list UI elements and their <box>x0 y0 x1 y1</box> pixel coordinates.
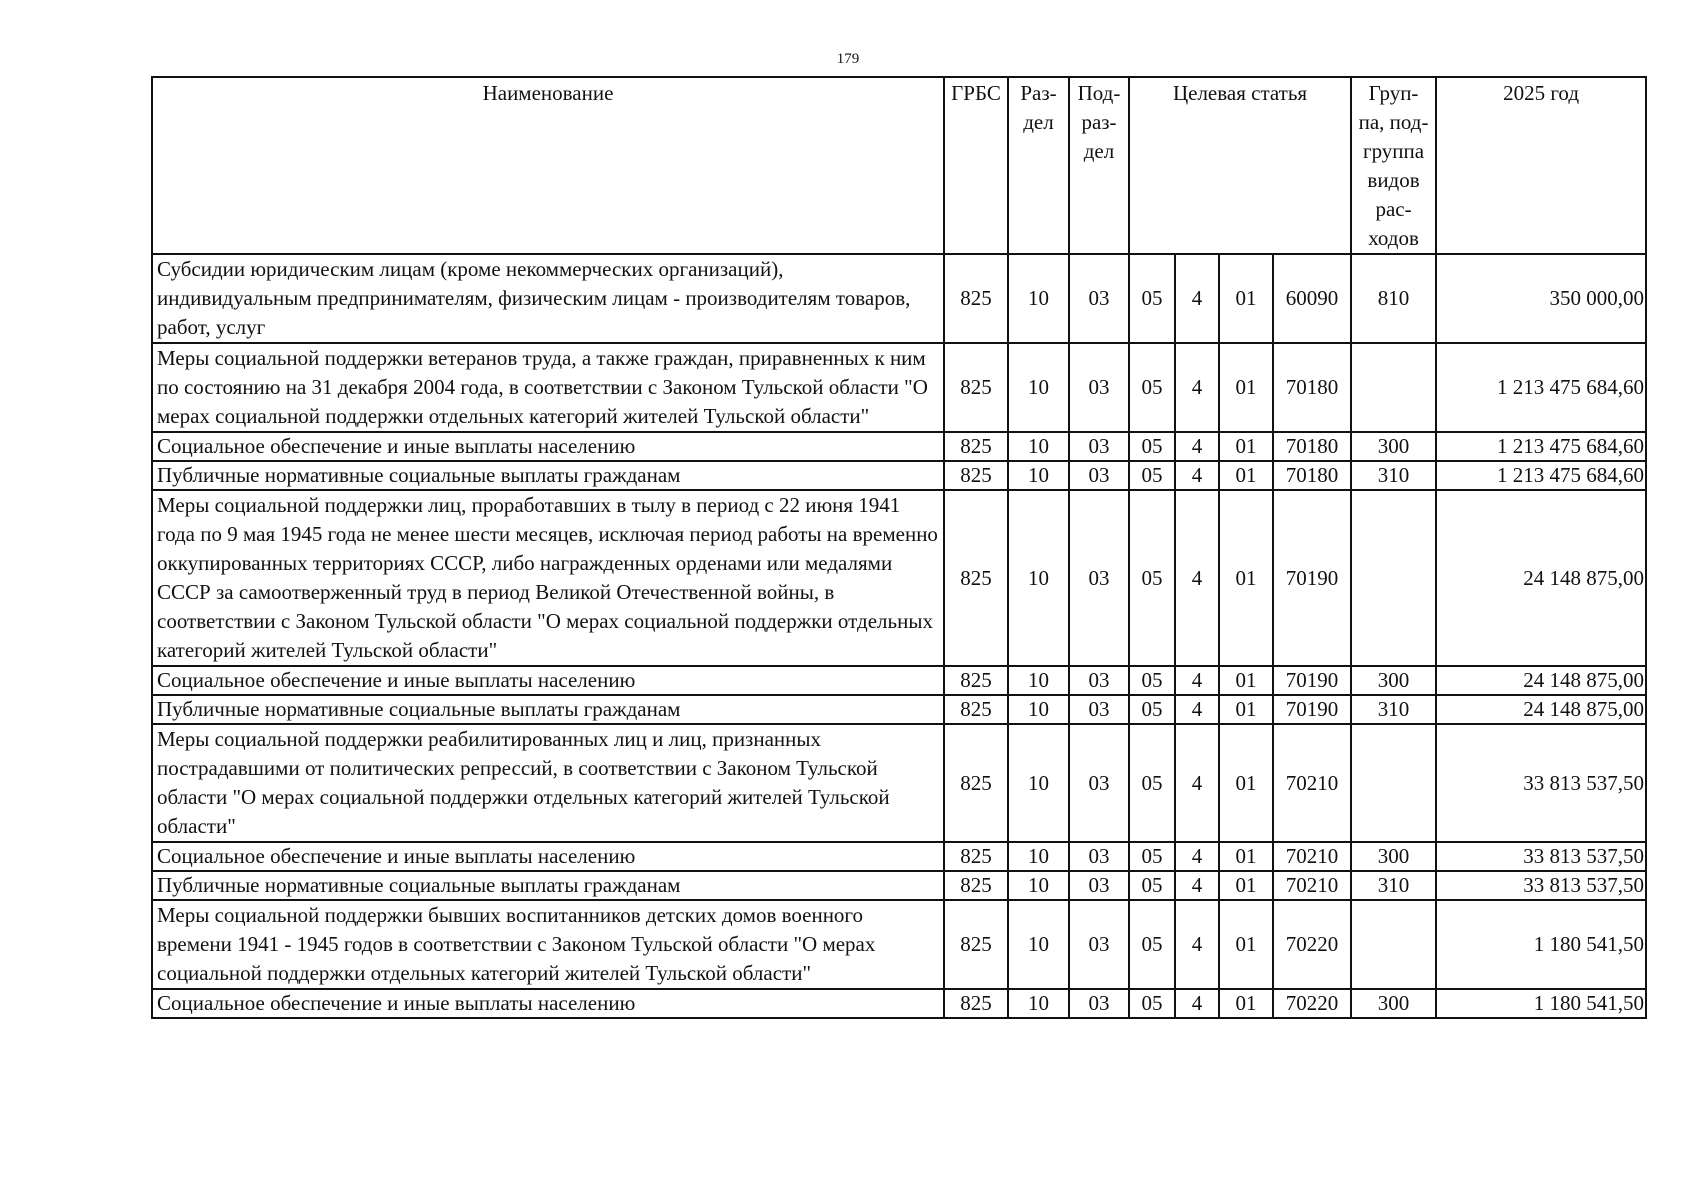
table-row <box>152 666 1646 695</box>
header-podrazdel-line: Под- <box>1077 81 1121 105</box>
row-razdel: 10 <box>1008 254 1069 343</box>
row-expense-group: 300 <box>1351 666 1436 695</box>
row-grbs: 825 <box>944 989 1008 1018</box>
row-target-subprogram: 01 <box>1219 871 1273 900</box>
budget-table <box>151 76 1647 1019</box>
row-name: Меры социальной поддержки ветеранов труда, а также граждан, приравненных к ним по состоянию на 31 декабря 2004 года, в соответствии с Законом Тульской области "О мерах социальной поддержки отдельных категорий жителей Тульской области" <box>152 343 944 432</box>
row-name: Меры социальной поддержки лиц, проработавших в тылу в период с 22 июня 1941 года по 9 мая 1945 года не менее шести месяцев, исключая период работы на временно оккупированных территориях СССР, либо награжденных орденами или медалями СССР за самоотверженный труд в период Великой Отечественной войны, в соответствии с Законом Тульской области "О мерах социальной поддержки отдельных категорий жителей Тульской области" <box>152 490 944 666</box>
row-name: Публичные нормативные социальные выплаты гражданам <box>152 695 944 724</box>
row-razdel: 10 <box>1008 490 1069 666</box>
row-target-direction: 70220 <box>1273 900 1351 989</box>
row-amount: 33 813 537,50 <box>1436 842 1646 871</box>
row-amount: 350 000,00 <box>1436 254 1646 343</box>
row-expense-group: 310 <box>1351 695 1436 724</box>
row-target-type: 4 <box>1175 461 1219 490</box>
row-podrazdel: 03 <box>1069 989 1129 1018</box>
row-target-type: 4 <box>1175 254 1219 343</box>
row-target-direction: 70210 <box>1273 871 1351 900</box>
header-group <box>1351 77 1436 254</box>
header-razdel-line: Раз- <box>1020 81 1057 105</box>
table-row <box>152 254 1646 343</box>
row-name: Меры социальной поддержки бывших воспитанников детских домов военного времени 1941 - 1945 годов в соответствии с Законом Тульской области "О мерах социальной поддержки отдельных категорий жителей Тульской области" <box>152 900 944 989</box>
header-grbs: ГРБС <box>944 77 1008 254</box>
row-target-program: 05 <box>1129 695 1175 724</box>
row-target-program: 05 <box>1129 724 1175 842</box>
row-target-type: 4 <box>1175 842 1219 871</box>
row-amount: 1 213 475 684,60 <box>1436 343 1646 432</box>
row-podrazdel: 03 <box>1069 900 1129 989</box>
row-name: Публичные нормативные социальные выплаты гражданам <box>152 871 944 900</box>
row-expense-group: 310 <box>1351 461 1436 490</box>
header-group-line: видов <box>1367 168 1420 192</box>
row-grbs: 825 <box>944 695 1008 724</box>
row-amount: 1 180 541,50 <box>1436 989 1646 1018</box>
row-amount: 33 813 537,50 <box>1436 871 1646 900</box>
row-razdel: 10 <box>1008 871 1069 900</box>
row-target-direction: 70190 <box>1273 490 1351 666</box>
page-number: 179 <box>836 51 860 67</box>
row-razdel: 10 <box>1008 724 1069 842</box>
row-target-program: 05 <box>1129 989 1175 1018</box>
row-name: Социальное обеспечение и иные выплаты населению <box>152 842 944 871</box>
row-target-subprogram: 01 <box>1219 666 1273 695</box>
row-target-type: 4 <box>1175 432 1219 461</box>
row-target-subprogram: 01 <box>1219 989 1273 1018</box>
row-podrazdel: 03 <box>1069 871 1129 900</box>
row-name: Меры социальной поддержки реабилитированных лиц и лиц, признанных пострадавшими от политических репрессий, в соответствии с Законом Тульской области "О мерах социальной поддержки отдельных категорий жителей Тульской области" <box>152 724 944 842</box>
table-row <box>152 695 1646 724</box>
row-name: Публичные нормативные социальные выплаты гражданам <box>152 461 944 490</box>
row-expense-group: 300 <box>1351 989 1436 1018</box>
row-name: Социальное обеспечение и иные выплаты населению <box>152 989 944 1018</box>
row-name: Социальное обеспечение и иные выплаты населению <box>152 666 944 695</box>
row-grbs: 825 <box>944 871 1008 900</box>
row-target-type: 4 <box>1175 900 1219 989</box>
row-target-type: 4 <box>1175 695 1219 724</box>
row-target-type: 4 <box>1175 989 1219 1018</box>
row-target-direction: 70210 <box>1273 842 1351 871</box>
row-target-program: 05 <box>1129 871 1175 900</box>
row-razdel: 10 <box>1008 666 1069 695</box>
row-target-subprogram: 01 <box>1219 254 1273 343</box>
row-target-direction: 70190 <box>1273 695 1351 724</box>
row-grbs: 825 <box>944 842 1008 871</box>
table-row <box>152 871 1646 900</box>
row-target-subprogram: 01 <box>1219 695 1273 724</box>
row-grbs: 825 <box>944 432 1008 461</box>
row-razdel: 10 <box>1008 695 1069 724</box>
header-podrazdel <box>1069 77 1129 254</box>
row-amount: 24 148 875,00 <box>1436 666 1646 695</box>
row-target-type: 4 <box>1175 343 1219 432</box>
row-target-type: 4 <box>1175 724 1219 842</box>
row-amount: 24 148 875,00 <box>1436 490 1646 666</box>
row-name: Субсидии юридическим лицам (кроме некоммерческих организаций), индивидуальным предпринимателям, физическим лицам - производителям товаров, работ, услуг <box>152 254 944 343</box>
row-expense-group <box>1351 343 1436 432</box>
header-group-line: ходов <box>1368 226 1419 250</box>
row-podrazdel: 03 <box>1069 666 1129 695</box>
row-podrazdel: 03 <box>1069 343 1129 432</box>
row-podrazdel: 03 <box>1069 490 1129 666</box>
row-target-direction: 70180 <box>1273 461 1351 490</box>
row-expense-group: 300 <box>1351 842 1436 871</box>
row-target-subprogram: 01 <box>1219 432 1273 461</box>
row-grbs: 825 <box>944 461 1008 490</box>
row-target-program: 05 <box>1129 842 1175 871</box>
header-podrazdel-line: раз- <box>1081 110 1117 134</box>
row-razdel: 10 <box>1008 343 1069 432</box>
header-razdel <box>1008 77 1069 254</box>
row-amount: 1 180 541,50 <box>1436 900 1646 989</box>
table-row <box>152 842 1646 871</box>
row-razdel: 10 <box>1008 989 1069 1018</box>
row-target-subprogram: 01 <box>1219 724 1273 842</box>
row-target-program: 05 <box>1129 900 1175 989</box>
row-target-subprogram: 01 <box>1219 461 1273 490</box>
row-target-type: 4 <box>1175 666 1219 695</box>
header-name: Наименование <box>152 77 944 254</box>
row-target-direction: 70220 <box>1273 989 1351 1018</box>
table-row <box>152 432 1646 461</box>
row-podrazdel: 03 <box>1069 432 1129 461</box>
table-body <box>152 254 1646 1018</box>
row-target-subprogram: 01 <box>1219 842 1273 871</box>
row-podrazdel: 03 <box>1069 254 1129 343</box>
table-row <box>152 900 1646 989</box>
header-razdel-line: дел <box>1023 110 1054 134</box>
row-target-direction: 70180 <box>1273 432 1351 461</box>
row-razdel: 10 <box>1008 461 1069 490</box>
row-target-program: 05 <box>1129 490 1175 666</box>
row-expense-group <box>1351 900 1436 989</box>
row-expense-group: 810 <box>1351 254 1436 343</box>
table-row <box>152 490 1646 666</box>
table-row <box>152 989 1646 1018</box>
row-grbs: 825 <box>944 343 1008 432</box>
row-target-subprogram: 01 <box>1219 900 1273 989</box>
row-name: Социальное обеспечение и иные выплаты населению <box>152 432 944 461</box>
row-target-type: 4 <box>1175 490 1219 666</box>
row-target-direction: 70180 <box>1273 343 1351 432</box>
header-group-line: Груп- <box>1368 81 1419 105</box>
row-amount: 1 213 475 684,60 <box>1436 461 1646 490</box>
table-header-row <box>152 77 1646 254</box>
row-target-direction: 70210 <box>1273 724 1351 842</box>
row-grbs: 825 <box>944 724 1008 842</box>
header-podrazdel-line: дел <box>1083 139 1115 163</box>
row-target-program: 05 <box>1129 254 1175 343</box>
header-group-line: рас- <box>1375 197 1412 221</box>
row-target-program: 05 <box>1129 432 1175 461</box>
row-podrazdel: 03 <box>1069 842 1129 871</box>
row-expense-group: 310 <box>1351 871 1436 900</box>
row-expense-group <box>1351 490 1436 666</box>
row-razdel: 10 <box>1008 842 1069 871</box>
header-target: Целевая статья <box>1129 77 1351 254</box>
row-razdel: 10 <box>1008 900 1069 989</box>
row-target-program: 05 <box>1129 343 1175 432</box>
header-group-line: группа <box>1362 139 1425 163</box>
row-expense-group <box>1351 724 1436 842</box>
row-target-program: 05 <box>1129 666 1175 695</box>
row-grbs: 825 <box>944 666 1008 695</box>
table-row <box>152 724 1646 842</box>
header-group-line: па, под- <box>1358 110 1429 134</box>
row-amount: 1 213 475 684,60 <box>1436 432 1646 461</box>
row-grbs: 825 <box>944 490 1008 666</box>
row-target-type: 4 <box>1175 871 1219 900</box>
row-grbs: 825 <box>944 900 1008 989</box>
row-podrazdel: 03 <box>1069 724 1129 842</box>
row-podrazdel: 03 <box>1069 461 1129 490</box>
row-target-direction: 60090 <box>1273 254 1351 343</box>
row-amount: 33 813 537,50 <box>1436 724 1646 842</box>
row-expense-group: 300 <box>1351 432 1436 461</box>
row-amount: 24 148 875,00 <box>1436 695 1646 724</box>
row-razdel: 10 <box>1008 432 1069 461</box>
header-year: 2025 год <box>1436 77 1646 254</box>
row-target-subprogram: 01 <box>1219 343 1273 432</box>
row-target-subprogram: 01 <box>1219 490 1273 666</box>
row-grbs: 825 <box>944 254 1008 343</box>
table-row <box>152 461 1646 490</box>
row-podrazdel: 03 <box>1069 695 1129 724</box>
row-target-program: 05 <box>1129 461 1175 490</box>
table-row <box>152 343 1646 432</box>
row-target-direction: 70190 <box>1273 666 1351 695</box>
